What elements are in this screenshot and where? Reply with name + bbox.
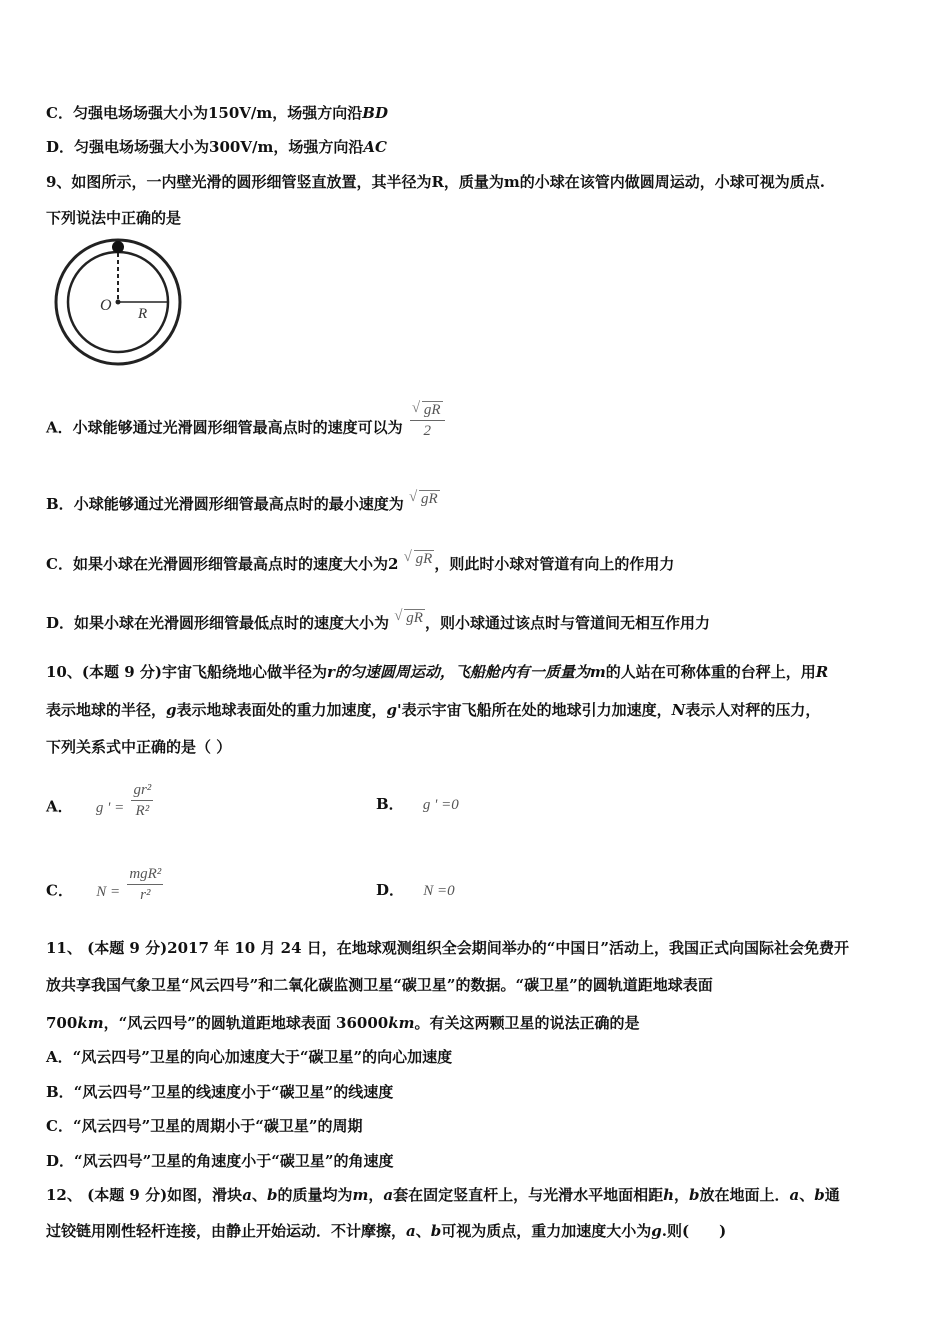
q11-option-c: C．“风云四号”卫星的周期小于“碳卫星”的周期	[46, 1117, 363, 1135]
q8-option-d: D．匀强电场场强大小为300V/m，场强方向沿AC	[46, 138, 387, 156]
q9-option-a: A．小球能够通过光滑圆形细管最高点时的速度可以为 √ gR 2	[46, 416, 445, 441]
q10-stem-line2: 表示地球的半径，g表示地球表面处的重力加速度，g'表示宇宙飞船所在处的地球引力加速度，N表示人对秤的压力，	[46, 701, 821, 719]
radius-label: R	[138, 306, 148, 322]
q9-option-d: D．如果小球在光滑圆形细管最低点时的速度大小为 √ gR ，则小球通过该点时与管道间无相互作用力	[46, 608, 710, 632]
q9-stem-line1: 9、如图所示，一内壁光滑的圆形细管竖直放置，其半径为R，质量为m的小球在该管内做圆周运动，小球可视为质点.	[46, 173, 826, 191]
q11-stem-line3: 700km，“风云四号”的圆轨道距地球表面 36000km。有关这两颗卫星的说法正确的是	[46, 1014, 640, 1032]
q11-stem-line1: 11、 (本题 9 分)2017 年 10 月 24 日，在地球观测组织全会期间举办的“中国日”活动上，我国正式向国际社会免费开	[46, 939, 850, 957]
q9-stem-line2: 下列说法中正确的是	[46, 209, 182, 227]
q10-option-b: B． g ' =0	[376, 795, 459, 813]
q11-option-a: A．“风云四号”卫星的向心加速度大于“碳卫星”的向心加速度	[46, 1048, 453, 1066]
center-label: O	[100, 297, 112, 314]
q10-stem-line1: 10、(本题 9 分)宇宙飞船绕地心做半径为r的匀速圆周运动，飞船舱内有一质量为m的人站在可称体重的台秤上，用R	[46, 663, 829, 681]
ball-icon	[112, 241, 124, 253]
q10-stem-line3: 下列关系式中正确的是（ ）	[46, 738, 232, 756]
q9-option-c: C．如果小球在光滑圆形细管最高点时的速度大小为2 √ gR ，则此时小球对管道有向上的作用力	[46, 549, 675, 573]
q9-option-b: B．小球能够通过光滑圆形细管最高点时的最小速度为 √ gR	[46, 489, 438, 513]
q12-stem-line2: 过铰链用刚性轻杆连接，由静止开始运动．不计摩擦，a、b可视为质点，重力加速度大小为g.则( )	[46, 1222, 727, 1240]
q11-option-d: D．“风云四号”卫星的角速度小于“碳卫星”的角速度	[46, 1152, 394, 1170]
q12-stem-line1: 12、 (本题 9 分)如图，滑块a、b的质量均为m，a套在固定竖直杆上，与光滑水平地面相距h，b放在地面上．a、b通	[46, 1186, 840, 1204]
q10-option-c: C． N = $\frac{\text{mgR²}}{\text{r²}}$	[46, 866, 162, 903]
q11-option-b: B．“风云四号”卫星的线速度小于“碳卫星”的线速度	[46, 1083, 394, 1101]
q10-option-a: A． g ' = $\frac{\text{gr²}}{\text{R²}}$	[46, 782, 152, 819]
q8-option-c: C．匀强电场场强大小为150V/m，场强方向沿BD	[46, 104, 388, 122]
q9-tube-figure	[48, 238, 188, 368]
q10-option-d: D． N =0	[376, 881, 455, 899]
q11-stem-line2: 放共享我国气象卫星“风云四号”和二氧化碳监测卫星“碳卫星”的数据。“碳卫星”的圆轨道距地球表面	[46, 976, 713, 994]
